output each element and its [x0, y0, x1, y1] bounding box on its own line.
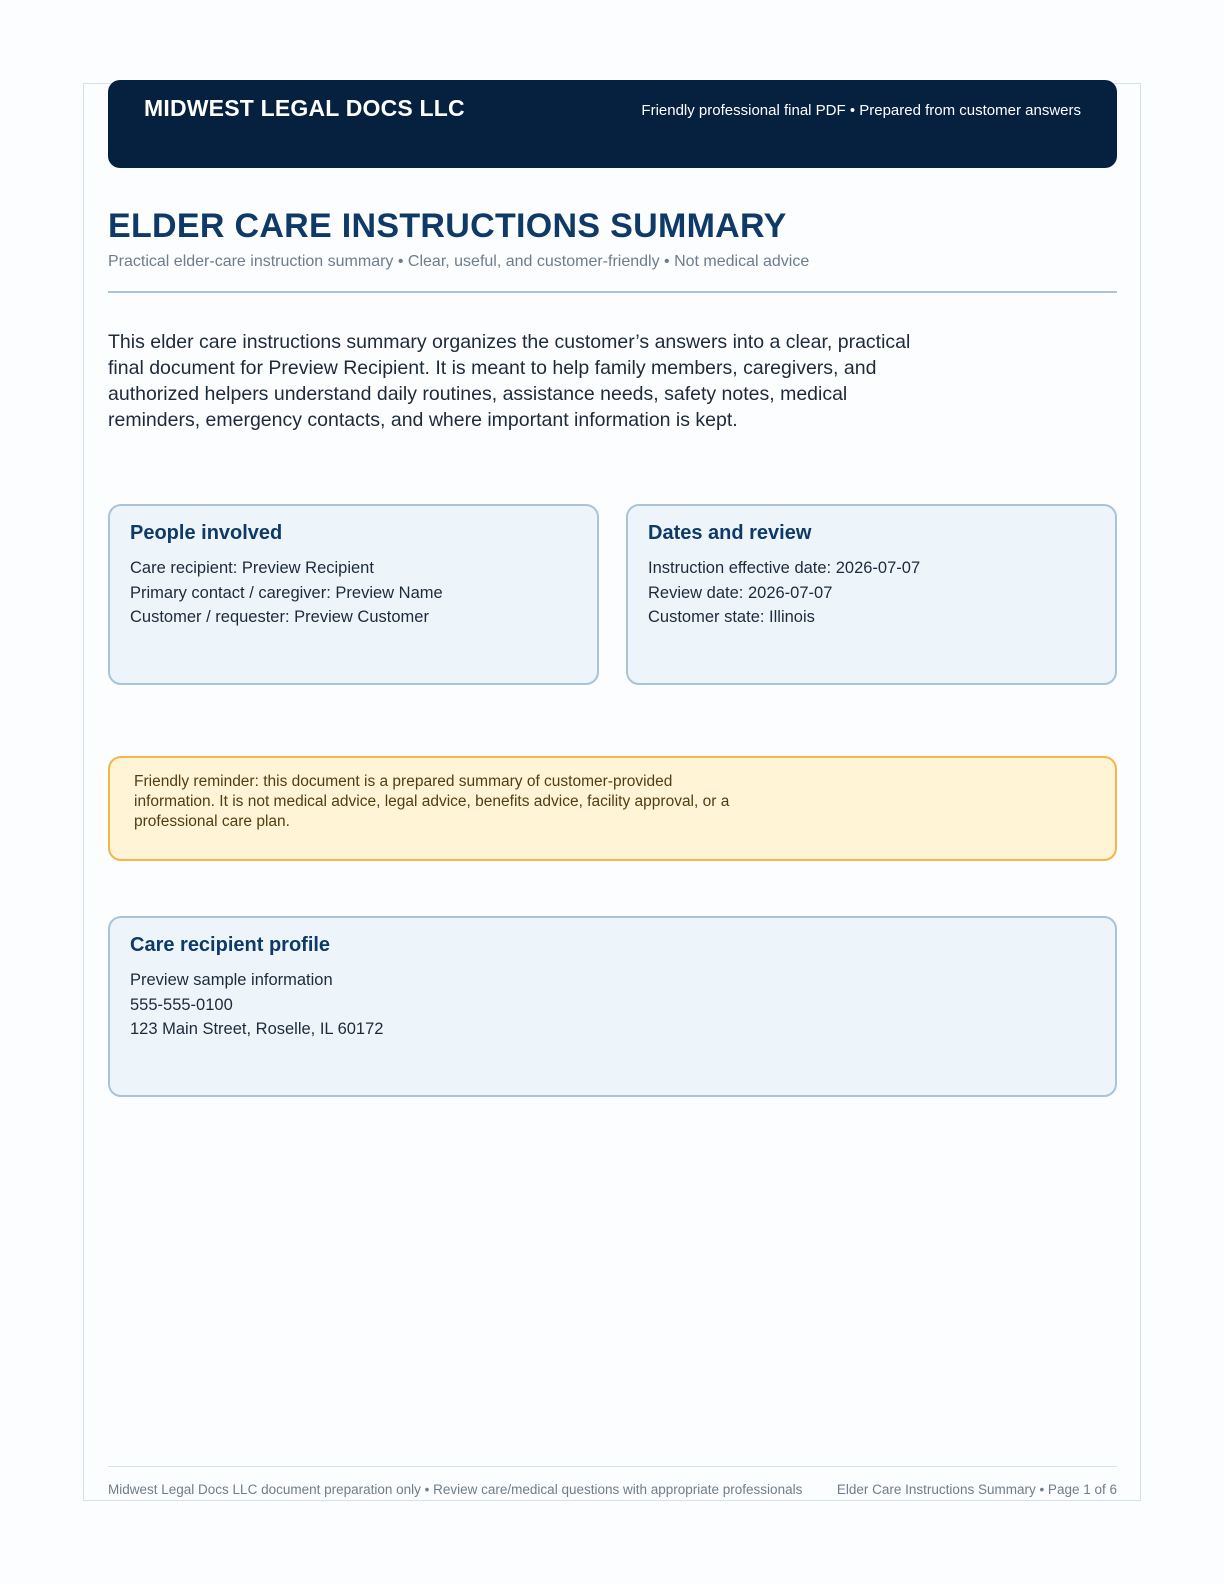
card-line: 123 Main Street, Roselle, IL 60172: [130, 1020, 384, 1038]
card-line: Primary contact / caregiver: Preview Name: [130, 583, 443, 602]
care-recipient-profile-card: [108, 916, 1117, 1097]
card-title: Care recipient profile: [130, 934, 331, 956]
header-banner: [108, 80, 1117, 168]
dates-and-review-card: [626, 504, 1117, 685]
card-line: 555-555-0100: [130, 995, 233, 1014]
card-line: Customer / requester: Preview Customer: [130, 608, 429, 626]
people-involved-card: [108, 504, 599, 685]
reminder-text: Friendly reminder: this document is a prepared summary of customer-provided information. It is not medical advice, legal advice, benefits advice, facility approval, or a professional care plan.: [134, 773, 730, 830]
card-line: Customer state: Illinois: [648, 608, 815, 626]
friendly-reminder-callout: [108, 756, 1117, 861]
card-title: People involved: [130, 522, 283, 544]
header-tagline: Friendly professional final PDF • Prepared from customer answers: [641, 102, 1081, 119]
card-title: Dates and review: [648, 522, 812, 544]
title-divider: [108, 291, 1117, 293]
footer-page-number: Elder Care Instructions Summary • Page 1 of 6: [836, 1482, 1117, 1497]
footer-divider: [108, 1466, 1117, 1467]
card-line: Care recipient: Preview Recipient: [130, 559, 374, 577]
card-line: Instruction effective date: 2026-07-07: [648, 559, 921, 577]
footer-disclaimer: Midwest Legal Docs LLC document preparation only • Review care/medical questions with appropriate professionals: [108, 1482, 803, 1497]
card-lines: [130, 968, 383, 1042]
card-line: Preview sample information: [130, 971, 333, 989]
brand-name: MIDWEST LEGAL DOCS LLC: [144, 95, 465, 121]
card-lines: [648, 556, 920, 630]
card-line: Review date: 2026-07-07: [648, 583, 833, 602]
intro-paragraph: This elder care instructions summary organizes the customer’s answers into a clear, practical final document for Preview Recipient. It is meant to help family members, caregivers, and authorized helpers understand daily routines, assistance needs, safety notes, medical reminders, emergency contacts, and where important information is kept.: [108, 331, 911, 431]
document-subtitle: Practical elder-care instruction summary • Clear, useful, and customer-friendly • Not medical advice: [108, 253, 810, 270]
document-title: ELDER CARE INSTRUCTIONS SUMMARY: [108, 207, 787, 245]
card-lines: [130, 556, 443, 630]
